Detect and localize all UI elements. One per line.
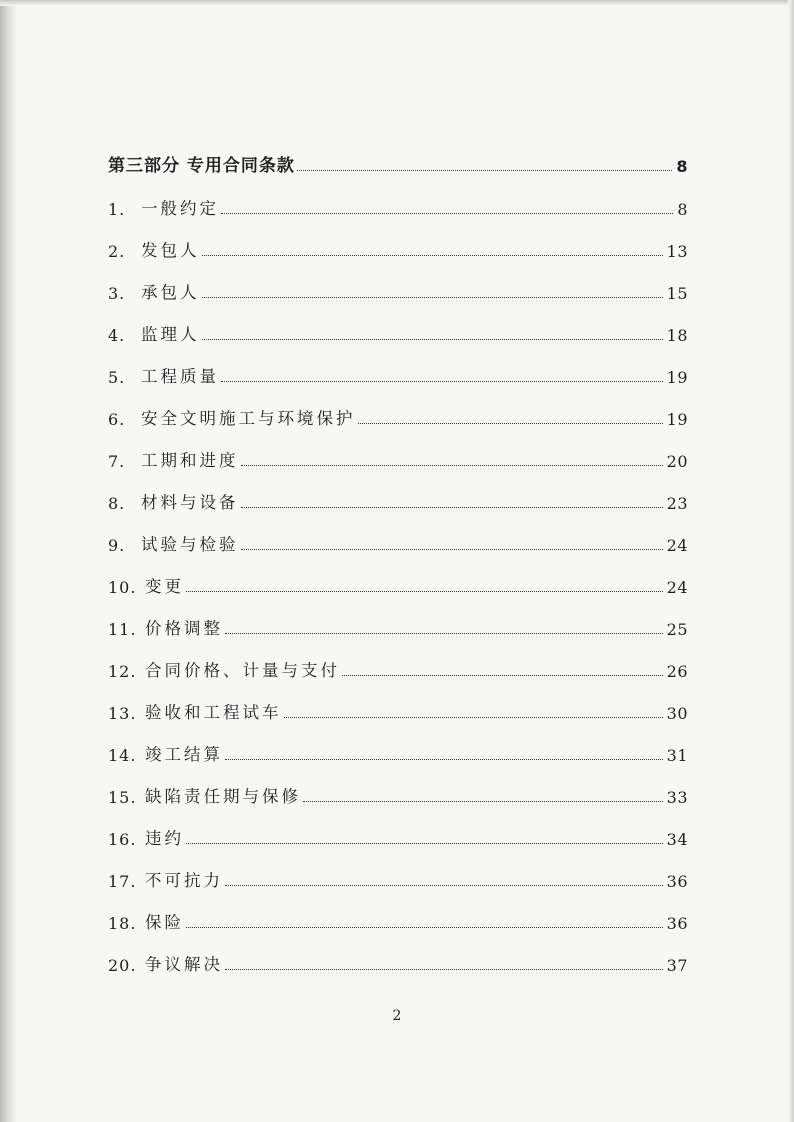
toc-entry-title: 一般约定 <box>141 199 219 218</box>
toc-entry-title: 试验与检验 <box>141 535 239 554</box>
toc-entry-number: 6. <box>108 410 126 429</box>
toc-entry-1[interactable] <box>108 189 688 219</box>
toc-entry-title: 变更 <box>145 577 184 596</box>
toc-entry-title: 发包人 <box>141 241 200 260</box>
toc-leader-dots <box>186 842 663 844</box>
toc-entry-number: 10. <box>108 578 137 597</box>
toc-leader-dots <box>358 422 663 424</box>
toc-entry-number: 3. <box>108 284 126 303</box>
toc-entry-20[interactable] <box>108 945 688 975</box>
toc-entry-title: 保险 <box>145 913 184 932</box>
toc-leader-dots <box>225 884 663 886</box>
toc-entry-18[interactable] <box>108 903 688 933</box>
toc-leader-dots <box>202 254 663 256</box>
toc-entry-11[interactable] <box>108 609 688 639</box>
toc-leader-dots <box>225 758 663 760</box>
toc-leader-dots <box>303 800 663 802</box>
toc-entry-number: 17. <box>108 872 137 891</box>
toc-entry-title: 安全文明施工与环境保护 <box>141 409 356 428</box>
toc-entry-page: 19 <box>666 410 688 429</box>
toc-leader-dots <box>221 380 663 382</box>
toc-entry-page: 13 <box>666 242 688 261</box>
toc-entry-7[interactable] <box>108 441 688 471</box>
toc-entry-title: 不可抗力 <box>145 871 223 890</box>
toc-entry-page: 24 <box>666 536 688 555</box>
toc-entry-14[interactable] <box>108 735 688 765</box>
toc-entry-page: 37 <box>666 956 688 975</box>
toc-entry-number: 16. <box>108 830 137 849</box>
toc-entry-page: 8 <box>677 200 688 219</box>
toc-entry-number: 18. <box>108 914 137 933</box>
toc-entry-number: 8. <box>108 494 126 513</box>
toc-leader-dots <box>186 926 663 928</box>
toc-entry-title: 工期和进度 <box>141 451 239 470</box>
toc-entry-title: 争议解决 <box>145 955 223 974</box>
page-number: 2 <box>392 1008 402 1024</box>
toc-leader-dots <box>241 464 663 466</box>
toc-entry-page: 36 <box>666 872 688 891</box>
toc-leader-dots <box>297 169 672 171</box>
toc-entry-number: 5. <box>108 368 126 387</box>
toc-entry-page: 15 <box>666 284 688 303</box>
toc-leader-dots <box>186 590 663 592</box>
toc-entry-number: 11. <box>108 620 137 639</box>
toc-entry-13[interactable] <box>108 693 688 723</box>
toc-leader-dots <box>225 968 663 970</box>
toc-entry-17[interactable] <box>108 861 688 891</box>
toc-leader-dots <box>284 716 663 718</box>
toc-entry-page: 34 <box>666 830 688 849</box>
toc-leader-dots <box>241 506 663 508</box>
toc-entry-title: 监理人 <box>141 325 200 344</box>
toc-entry-number: 13. <box>108 704 137 723</box>
toc-entry-title: 验收和工程试车 <box>145 703 282 722</box>
toc-entry-page: 33 <box>666 788 688 807</box>
toc-entry-page: 26 <box>666 662 688 681</box>
toc-entry-title: 竣工结算 <box>145 745 223 764</box>
toc-entry-number: 7. <box>108 452 126 471</box>
toc-leader-dots <box>221 212 673 214</box>
toc-entry-number: 15. <box>108 788 137 807</box>
toc-entry-title: 缺陷责任期与保修 <box>145 787 301 806</box>
toc-entry-number: 4. <box>108 326 126 345</box>
toc-entry-3[interactable] <box>108 273 688 303</box>
toc-entry-number: 1. <box>108 200 126 219</box>
toc-entry-page: 31 <box>666 746 688 765</box>
toc-entry-number: 2. <box>108 242 126 261</box>
toc-entry-10[interactable] <box>108 567 688 597</box>
toc-heading-page: 8 <box>676 157 688 176</box>
toc-entry-number: 12. <box>108 662 137 681</box>
toc-entry-5[interactable] <box>108 357 688 387</box>
toc-leader-dots <box>202 296 663 298</box>
toc-entry-page: 19 <box>666 368 688 387</box>
toc-heading-title: 第三部分 专用合同条款 <box>108 156 295 176</box>
toc-entry-title: 价格调整 <box>145 619 223 638</box>
toc-entry-page: 30 <box>666 704 688 723</box>
toc-entry-number: 20. <box>108 956 137 975</box>
toc-leader-dots <box>342 674 663 676</box>
toc-entry-15[interactable] <box>108 777 688 807</box>
toc-entry-page: 25 <box>666 620 688 639</box>
toc-entry-6[interactable] <box>108 399 688 429</box>
toc-entry-title: 承包人 <box>141 283 200 302</box>
toc-entry-page: 36 <box>666 914 688 933</box>
toc-entry-page: 24 <box>666 578 688 597</box>
toc-entry-page: 23 <box>666 494 688 513</box>
toc-entry-4[interactable] <box>108 315 688 345</box>
toc-entry-16[interactable] <box>108 819 688 849</box>
toc-entry-title: 合同价格、计量与支付 <box>145 661 340 680</box>
toc-entry-title: 材料与设备 <box>141 493 239 512</box>
toc-heading-row[interactable] <box>108 146 688 176</box>
toc-entry-title: 工程质量 <box>141 367 219 386</box>
toc-entry-2[interactable] <box>108 231 688 261</box>
toc-entry-number: 14. <box>108 746 137 765</box>
toc-entry-8[interactable] <box>108 483 688 513</box>
toc-entry-page: 18 <box>666 326 688 345</box>
toc-entry-number: 9. <box>108 536 126 555</box>
toc-entry-12[interactable] <box>108 651 688 681</box>
toc-entry-title: 违约 <box>145 829 184 848</box>
toc-entry-page: 20 <box>666 452 688 471</box>
toc-entry-9[interactable] <box>108 525 688 555</box>
toc-leader-dots <box>241 548 663 550</box>
toc-leader-dots <box>202 338 663 340</box>
toc-leader-dots <box>225 632 663 634</box>
